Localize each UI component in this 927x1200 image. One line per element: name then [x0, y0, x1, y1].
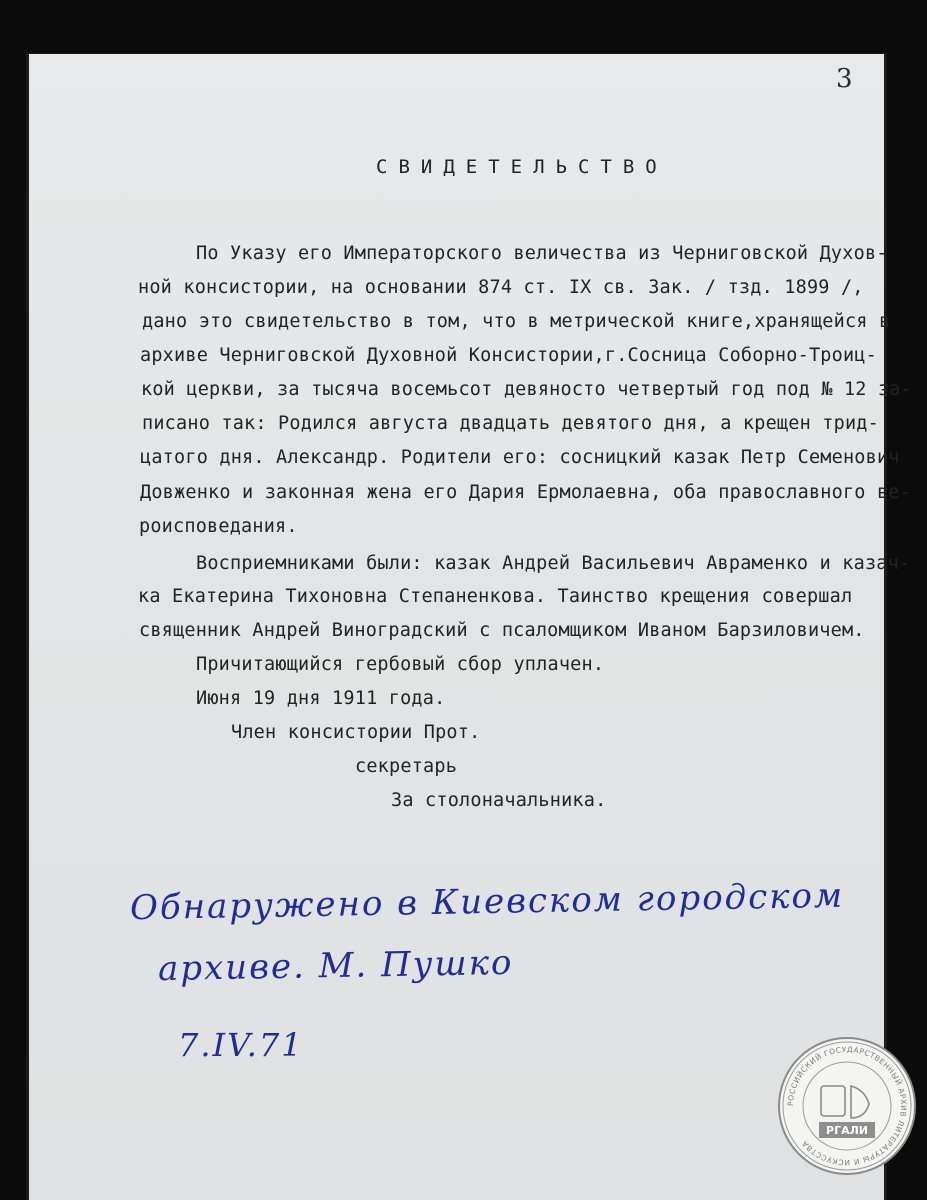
body-line-2: ной консистории, на основании 874 ст. IX св. Зак. / тзд. 1899 /, — [138, 277, 864, 298]
clerk-line: За столоначальника. — [391, 790, 607, 811]
body-line-6: писано так: Родился августа двадцать девятого дня, а крещен трид- — [142, 413, 879, 434]
handwritten-note-line-1: Обнаружено в Киевском городском — [129, 875, 845, 929]
body-line-1: По Указу его Императорского величества из Черниговской Духов- — [196, 243, 888, 264]
secretary-line: секретарь — [355, 756, 458, 777]
stamp-ring-text: РОССИЙСКИЙ ГОСУДАРСТВЕННЫЙ АРХИВ ЛИТЕРАТУРЫ И ИСКУССТВА — [785, 1044, 909, 1168]
right-edge-shadow — [884, 54, 886, 1200]
left-edge-shadow — [26, 54, 29, 1200]
fee-line: Причитающийся гербовый сбор уплачен. — [196, 654, 605, 675]
body-line-4: архиве Черниговской Духовной Консистории,г.Сосница Соборно-Троиц- — [140, 345, 877, 366]
handwritten-date: 7.IV.71 — [178, 1026, 304, 1064]
godparents-line-1: Восприемниками были: казак Андрей Васильевич Авраменко и казач- — [196, 553, 911, 574]
godparents-line-3: священник Андрей Виноградский с псаломщиком Иваном Барзиловичем. — [139, 620, 865, 641]
body-line-9: роисповедания. — [139, 516, 298, 537]
body-line-8: Довженко и законная жена его Дария Ермолаевна, оба православного ве- — [140, 482, 911, 503]
godparents-line-2: ка Екатерина Тихоновна Степаненкова. Таинство крещения совершал — [138, 586, 853, 607]
date-line: Июня 19 дня 1911 года. — [196, 688, 446, 709]
member-line: Член консистории Прот. — [231, 722, 481, 743]
body-line-7: цатого дня. Александр. Родители его: сосницкий казак Петр Семенович — [140, 447, 900, 468]
document-title: СВИДЕТЕЛЬСТВО — [376, 156, 668, 178]
page-number: 3 — [836, 64, 853, 94]
body-line-3: дано это свидетельство в том, что в метрической книге,хранящейся в — [142, 311, 891, 332]
stamp-label: РГАЛИ — [826, 1124, 868, 1137]
body-line-5: кой церкви, за тысяча восемьсот девяносто четвертый год под № 12 за- — [141, 379, 912, 400]
handwritten-note-line-2: архиве. М. Пушко — [157, 942, 514, 990]
archive-stamp — [777, 1036, 917, 1176]
